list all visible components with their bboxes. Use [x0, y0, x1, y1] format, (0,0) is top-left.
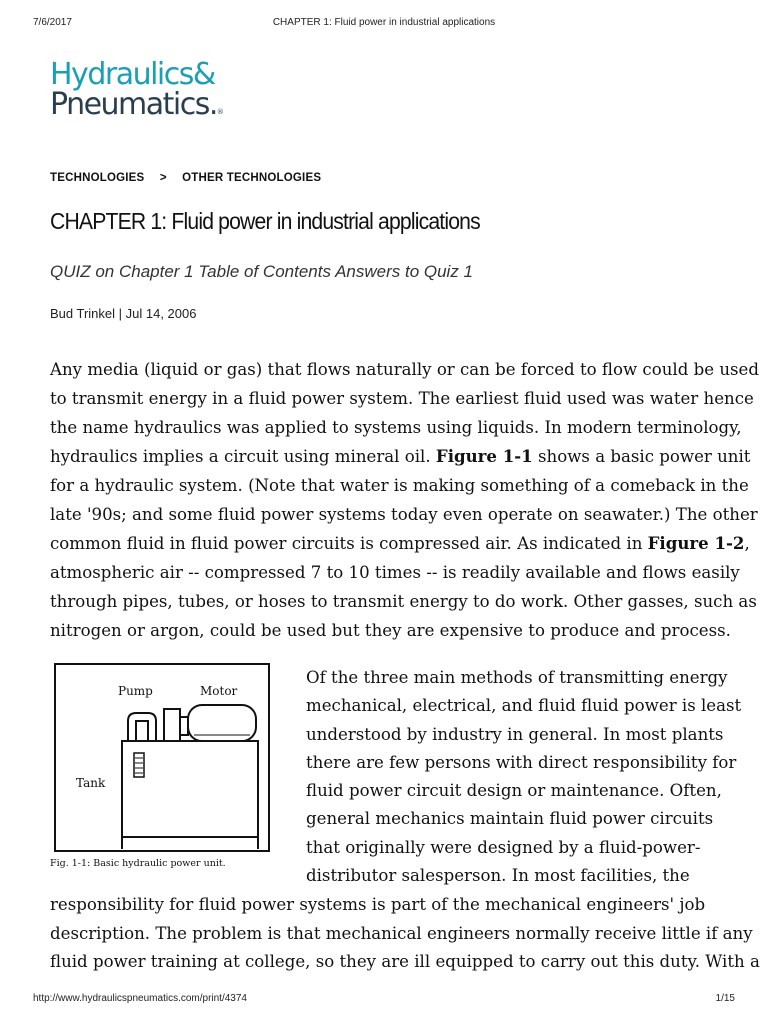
coupling-shape — [164, 709, 180, 741]
paragraph-1-line — [50, 355, 759, 384]
figure-reference: Figure 1-2 — [647, 533, 745, 553]
paragraph-2-line: responsibility for fluid power systems is part of the mechanical engineers' job — [50, 895, 706, 914]
site-logo[interactable] — [50, 57, 224, 127]
logo-line-pneumatics — [50, 87, 224, 127]
paragraph-1-line — [50, 471, 749, 500]
pump-shape — [128, 713, 156, 741]
paragraph-1-line — [50, 384, 754, 413]
text-run: , — [744, 534, 750, 553]
article-title: CHAPTER 1: Fluid power in industrial applications — [50, 208, 480, 234]
article-byline: Bud Trinkel | Jul 14, 2006 — [50, 306, 197, 321]
label-motor: Motor — [200, 684, 238, 698]
text-run: late '90s; and some fluid power systems today even operate on seawater.) The other — [50, 505, 758, 524]
text-run: shows a basic power unit — [532, 447, 751, 466]
paragraph-2-line: description. The problem is that mechanical engineers normally receive little if any — [50, 923, 753, 943]
text-run: common fluid in fluid power circuits is compressed air. As indicated in — [50, 534, 648, 553]
text-run: atmospheric air -- compressed 7 to 10 times -- is readily available and flows easily — [50, 563, 740, 582]
text-run: through pipes, tubes, or hoses to transmit energy to do work. Other gasses, such as — [50, 592, 757, 611]
logo-line-pneumatics-text: Pneumatics. — [50, 87, 217, 122]
paragraph-2-line: Of the three main methods of transmitting energy — [306, 668, 728, 687]
breadcrumb — [50, 172, 321, 184]
body-paragraph-2-right-column — [306, 664, 742, 890]
figure-reference: Figure 1-1 — [435, 446, 533, 466]
motor-shape — [188, 705, 256, 741]
paragraph-1-line — [50, 442, 751, 471]
logo-line-hydraulics: Hydraulics& — [50, 57, 215, 92]
paragraph-1-line — [50, 413, 742, 442]
label-pump: Pump — [118, 684, 153, 698]
paragraph-2-line: fluid power training at college, so they are ill equipped to carry out this duty. With a — [50, 952, 760, 971]
paragraph-2-line: mechanical, electrical, and fluid fluid power is least — [306, 696, 742, 716]
paragraph-2-line: there are few persons with direct responsibility for — [306, 752, 737, 772]
paragraph-2-line: fluid power circuit design or maintenance. Often, — [306, 781, 722, 801]
paragraph-1-line — [50, 558, 740, 587]
text-run: the name hydraulics was applied to systems using liquids. In modern terminology, — [50, 418, 742, 437]
paragraph-1-line — [50, 500, 758, 529]
breadcrumb-separator: > — [159, 172, 167, 184]
paragraph-1-line — [50, 616, 731, 645]
paragraph-1-line — [50, 587, 757, 616]
figure-1-1 — [50, 663, 294, 869]
figure-caption: Fig. 1-1: Basic hydraulic power unit. — [50, 858, 226, 869]
print-footer — [33, 993, 735, 1007]
body-paragraph-1 — [50, 355, 759, 645]
paragraph-2-line: distributor salesperson. In most facilities, the — [306, 866, 690, 886]
article-subtitle: QUIZ on Chapter 1 Table of Contents Answers to Quiz 1 — [50, 262, 474, 281]
print-page-number: 1/15 — [715, 993, 735, 1004]
text-run: nitrogen or argon, could be used but they are expensive to produce and process. — [50, 621, 731, 640]
paragraph-2-line: understood by industry in general. In most plants — [306, 724, 724, 744]
text-run: for a hydraulic system. (Note that water is making something of a comeback in the — [50, 476, 749, 495]
paragraph-1-line — [50, 529, 750, 558]
text-run: Any media (liquid or gas) that flows naturally or can be forced to flow could be used — [50, 360, 759, 379]
text-run: hydraulics implies a circuit using mineral oil. — [50, 447, 436, 466]
breadcrumb-item-technologies[interactable]: TECHNOLOGIES — [50, 172, 145, 184]
print-date: 7/6/2017 — [33, 17, 72, 28]
print-header — [33, 17, 735, 31]
paragraph-2-line: general mechanics maintain fluid power circuits — [306, 809, 714, 829]
print-page-title: CHAPTER 1: Fluid power in industrial applications — [272, 17, 496, 28]
text-run: to transmit energy in a fluid power system. The earliest fluid used was water hence — [50, 389, 754, 408]
print-url[interactable]: http://www.hydraulicspneumatics.com/print/4374 — [33, 993, 247, 1004]
hydraulic-power-unit-drawing — [56, 665, 268, 850]
breadcrumb-item-other-technologies[interactable]: OTHER TECHNOLOGIES — [182, 172, 322, 184]
logo-registered-mark: ® — [216, 108, 224, 116]
body-paragraph-2-continued — [50, 891, 760, 977]
figure-image — [54, 663, 270, 852]
label-tank: Tank — [76, 776, 106, 790]
paragraph-2-line: that originally were designed by a fluid-power- — [306, 837, 701, 857]
tank-shape — [122, 741, 258, 837]
